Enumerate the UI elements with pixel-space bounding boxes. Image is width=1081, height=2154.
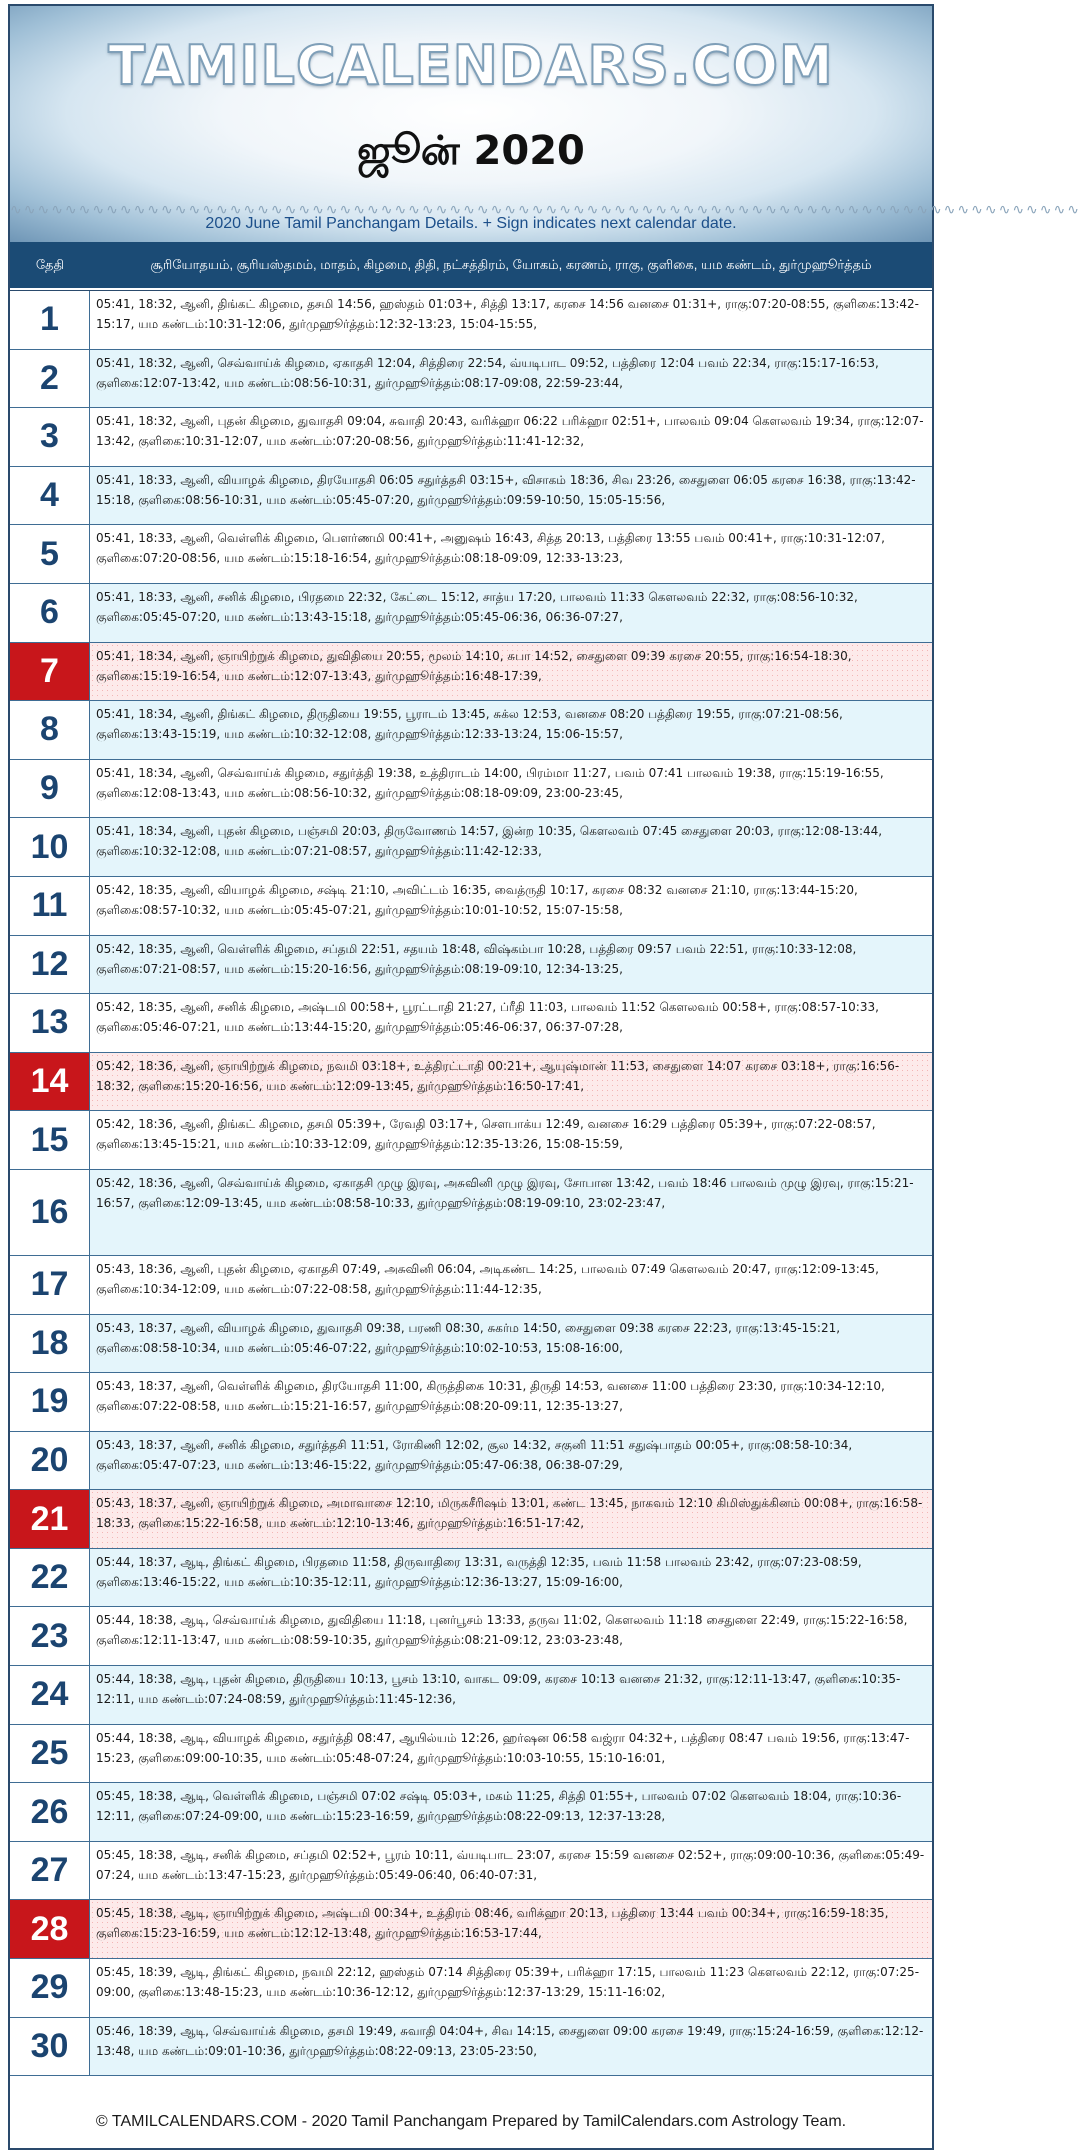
day-number: 16	[10, 1170, 90, 1255]
day-details: 05:44, 18:38, ஆடி, வியாழக் கிழமை, சதுர்த்தி 08:47, ஆயில்யம் 12:26, ஹர்ஷன 06:58 வஜ்ரா 04:32+, பத்திரை 08:47 பவம் 19:56, ராகு:13:47-15:23, குளிகை:09:00-10:35, யம கண்டம்:05:48-07:24, துர்முஹூர்த்தம்:10:03-10:55, 15:10-16:01,	[90, 1725, 932, 1783]
site-logo-text[interactable]: TAMILCALENDARS.COM	[108, 34, 834, 97]
day-details: 05:41, 18:33, ஆனி, வியாழக் கிழமை, திரயோதசி 06:05 சதுர்த்தசி 03:15+, விசாகம் 18:36, சிவ 23:26, சைதுளை 06:05 கரசை 16:38, ராகு:13:42-15:18, குளிகை:08:56-10:31, யம கண்டம்:05:45-07:20, துர்முஹூர்த்தம்:09:59-10:50, 15:05-15:56,	[90, 467, 932, 525]
column-header-details: சூரியோதயம், சூரியஸ்தமம், மாதம், கிழமை, திதி, நட்சத்திரம், யோகம், கரணம், ராகு, குளிகை, யம கண்டம், துர்முஹூர்த்தம்	[150, 256, 872, 272]
table-row	[10, 1432, 932, 1491]
day-number-sunday: 28	[10, 1900, 90, 1958]
day-details: 05:42, 18:36, ஆனி, செவ்வாய்க் கிழமை, ஏகாதசி முழு இரவு, அசுவினி முழு இரவு, சோபான 13:42, பவம் 18:46 பாலவம் முழு இரவு, ராகு:15:21-16:57, குளிகை:12:09-13:45, யம கண்டம்:08:58-10:33, துர்முஹூர்த்தம்:08:19-09:10, 23:02-23:47,	[90, 1170, 932, 1255]
table-row	[10, 877, 932, 936]
day-details: 05:41, 18:34, ஆனி, ஞாயிற்றுக் கிழமை, துவிதியை 20:55, மூலம் 14:10, சுபா 14:52, சைதுளை 09:39 கரசை 20:55, ராகு:16:54-18:30, குளிகை:15:19-16:54, யம கண்டம்:12:07-13:43, துர்முஹூர்த்தம்:16:48-17:39,	[90, 643, 932, 701]
day-number: 6	[10, 584, 90, 642]
panchangam-table-body	[10, 290, 932, 2076]
day-details: 05:45, 18:38, ஆடி, ஞாயிற்றுக் கிழமை, அஷ்டமி 00:34+, உத்திரம் 08:46, வரிக்ஹா 20:13, பத்திரை 13:44 பவம் 00:34+, ராகு:16:59-18:35, குளிகை:15:23-16:59, யம கண்டம்:12:12-13:48, துர்முஹூர்த்தம்:16:53-17:44,	[90, 1900, 932, 1958]
table-row	[10, 1549, 932, 1608]
day-details: 05:41, 18:34, ஆனி, செவ்வாய்க் கிழமை, சதுர்த்தி 19:38, உத்திராடம் 14:00, பிரம்மா 11:27, பவம் 07:41 பாலவம் 19:38, ராகு:15:19-16:55, குளிகை:12:08-13:43, யம கண்டம்:08:56-10:32, துர்முஹூர்த்தம்:08:18-09:09, 23:00-23:45,	[90, 760, 932, 818]
day-number: 5	[10, 525, 90, 583]
table-row	[10, 467, 932, 526]
month-title: ஜூன் 2020	[357, 128, 585, 174]
day-number-sunday: 14	[10, 1053, 90, 1111]
table-header	[10, 242, 932, 290]
day-number: 24	[10, 1666, 90, 1724]
table-row	[10, 936, 932, 995]
table-row	[10, 584, 932, 643]
table-row	[10, 1170, 932, 1256]
table-row	[10, 1256, 932, 1315]
day-number: 17	[10, 1256, 90, 1314]
ornament-divider: ∿∿∿∿∿∿∿∿∿∿∿∿∿∿∿∿∿∿∿∿∿∿∿∿∿∿∿∿∿∿∿∿∿∿∿∿∿∿∿∿∿∿∿∿∿∿∿∿∿∿∿∿∿∿∿∿∿∿∿∿∿∿∿∿∿∿∿∿∿∿∿∿∿∿∿∿∿∿	[10, 202, 1081, 218]
day-details: 05:42, 18:36, ஆனி, திங்கட் கிழமை, தசமி 05:39+, ரேவதி 03:17+, சௌபாக்ய 12:49, வனசை 16:29 பத்திரை 05:39+, ராகு:07:22-08:57, குளிகை:13:45-15:21, யம கண்டம்:10:33-12:09, துர்முஹூர்த்தம்:12:35-13:26, 15:08-15:59,	[90, 1111, 932, 1169]
day-details: 05:43, 18:37, ஆனி, வெள்ளிக் கிழமை, திரயோதசி 11:00, கிருத்திகை 10:31, திருதி 14:53, வனசை 11:00 பத்திரை 23:30, ராகு:10:34-12:10, குளிகை:07:22-08:58, யம கண்டம்:15:21-16:57, துர்முஹூர்த்தம்:08:20-09:11, 12:35-13:27,	[90, 1373, 932, 1431]
day-details: 05:43, 18:37, ஆனி, ஞாயிற்றுக் கிழமை, அமாவாசை 12:10, மிருகசீரிஷம் 13:01, கண்ட 13:45, நாகவம் 12:10 கிமிஸ்துக்கினம் 00:08+, ராகு:16:58-18:33, குளிகை:15:22-16:58, யம கண்டம்:12:10-13:46, துர்முஹூர்த்தம்:16:51-17:42,	[90, 1490, 932, 1548]
day-details: 05:44, 18:38, ஆடி, புதன் கிழமை, திருதியை 10:13, பூசம் 13:10, வாகட 09:09, கரசை 10:13 வனசை 21:32, ராகு:12:11-13:47, குளிகை:10:35-12:11, யம கண்டம்:07:24-08:59, துர்முஹூர்த்தம்:11:45-12:36,	[90, 1666, 932, 1724]
day-details: 05:45, 18:39, ஆடி, திங்கட் கிழமை, நவமி 22:12, ஹஸ்தம் 07:14 சித்திரை 05:39+, பரிக்ஹா 17:15, பாலவம் 11:23 கௌலவம் 22:12, ராகு:07:25-09:00, குளிகை:13:48-15:23, யம கண்டம்:10:36-12:12, துர்முஹூர்த்தம்:12:37-13:29, 15:11-16:02,	[90, 1959, 932, 2017]
banner	[10, 6, 1081, 242]
table-row	[10, 1900, 932, 1959]
table-row	[10, 291, 932, 350]
table-row	[10, 1783, 932, 1842]
table-row	[10, 1607, 932, 1666]
day-number: 1	[10, 291, 90, 349]
day-details: 05:44, 18:37, ஆடி, திங்கட் கிழமை, பிரதமை 11:58, திருவாதிரை 13:31, வருத்தி 12:35, பவம் 11:58 பாலவம் 23:42, ராகு:07:23-08:59, குளிகை:13:46-15:22, யம கண்டம்:10:35-12:11, துர்முஹூர்த்தம்:12:36-13:27, 15:09-16:00,	[90, 1549, 932, 1607]
table-row	[10, 525, 932, 584]
day-number: 23	[10, 1607, 90, 1665]
day-number: 9	[10, 760, 90, 818]
table-row	[10, 350, 932, 409]
column-header-date: தேதி	[35, 256, 65, 272]
table-row	[10, 1053, 932, 1112]
day-number: 18	[10, 1315, 90, 1373]
day-details: 05:43, 18:37, ஆனி, வியாழக் கிழமை, துவாதசி 09:38, பரணி 08:30, சுகர்ம 14:50, சைதுளை 09:38 கரசை 22:23, ராகு:13:45-15:21, குளிகை:08:58-10:34, யம கண்டம்:05:46-07:22, துர்முஹூர்த்தம்:10:02-10:53, 15:08-16:00,	[90, 1315, 932, 1373]
day-details: 05:45, 18:38, ஆடி, சனிக் கிழமை, சப்தமி 02:52+, பூரம் 10:11, வ்யடிபாட 23:07, கரசை 15:59 வனசை 02:52+, ராகு:09:00-10:36, குளிகை:05:49-07:24, யம கண்டம்:13:47-15:23, துர்முஹூர்த்தம்:05:49-06:40, 06:40-07:31,	[90, 1842, 932, 1900]
day-number: 13	[10, 994, 90, 1052]
day-details: 05:45, 18:38, ஆடி, வெள்ளிக் கிழமை, பஞ்சமி 07:02 சஷ்டி 05:03+, மகம் 11:25, சித்தி 01:55+, பாலவம் 07:02 கௌலவம் 18:04, ராகு:10:36-12:11, குளிகை:07:24-09:00, யம கண்டம்:15:23-16:59, துர்முஹூர்த்தம்:08:22-09:13, 12:37-13:28,	[90, 1783, 932, 1841]
day-details: 05:41, 18:34, ஆனி, புதன் கிழமை, பஞ்சமி 20:03, திருவோணம் 14:57, இன்ற 10:35, கௌலவம் 07:45 சைதுளை 20:03, ராகு:12:08-13:44, குளிகை:10:32-12:08, யம கண்டம்:07:21-08:57, துர்முஹூர்த்தம்:11:42-12:33,	[90, 818, 932, 876]
day-number: 25	[10, 1725, 90, 1783]
calendar-frame	[8, 4, 1081, 2150]
table-row	[10, 818, 932, 877]
table-row	[10, 2018, 932, 2077]
footer-credit: © TAMILCALENDARS.COM - 2020 Tamil Panchangam Prepared by TamilCalendars.com Astrology Team.	[10, 2096, 932, 2148]
table-row	[10, 1842, 932, 1901]
day-details: 05:41, 18:32, ஆனி, புதன் கிழமை, துவாதசி 09:04, சுவாதி 20:43, வரிக்ஹா 06:22 பரிக்ஹா 02:51+, பாலவம் 09:04 கௌலவம் 19:34, ராகு:12:07-13:42, குளிகை:10:31-12:07, யம கண்டம்:07:20-08:56, துர்முஹூர்த்தம்:11:41-12:32,	[90, 408, 932, 466]
day-number: 3	[10, 408, 90, 466]
day-details: 05:43, 18:37, ஆனி, சனிக் கிழமை, சதுர்த்தசி 11:51, ரோகிணி 12:02, சூல 14:32, சகுனி 11:51 சதுஷ்பாதம் 00:05+, ராகு:08:58-10:34, குளிகை:05:47-07:23, யம கண்டம்:13:46-15:22, துர்முஹூர்த்தம்:05:47-06:38, 06:38-07:29,	[90, 1432, 932, 1490]
table-row	[10, 1959, 932, 2018]
day-number: 26	[10, 1783, 90, 1841]
day-number: 10	[10, 818, 90, 876]
table-row	[10, 760, 932, 819]
day-number: 19	[10, 1373, 90, 1431]
table-row	[10, 701, 932, 760]
day-number: 11	[10, 877, 90, 935]
day-details: 05:42, 18:36, ஆனி, ஞாயிற்றுக் கிழமை, நவமி 03:18+, உத்திரட்டாதி 00:21+, ஆயுஷ்மான் 11:53, சைதுளை 14:07 கரசை 03:18+, ராகு:16:56-18:32, குளிகை:15:20-16:56, யம கண்டம்:12:09-13:45, துர்முஹூர்த்தம்:16:50-17:41,	[90, 1053, 932, 1111]
day-number: 30	[10, 2018, 90, 2076]
day-number: 8	[10, 701, 90, 759]
day-details: 05:41, 18:32, ஆனி, திங்கட் கிழமை, தசமி 14:56, ஹஸ்தம் 01:03+, சித்தி 13:17, கரசை 14:56 வனசை 01:31+, ராகு:07:20-08:55, குளிகை:13:42-15:17, யம கண்டம்:10:31-12:06, துர்முஹூர்த்தம்:12:32-13:23, 15:04-15:55,	[90, 291, 932, 349]
day-details: 05:46, 18:39, ஆடி, செவ்வாய்க் கிழமை, தசமி 19:49, சுவாதி 04:04+, சிவ 14:15, சைதுளை 09:00 கரசை 19:49, ராகு:15:24-16:59, குளிகை:12:12-13:48, யம கண்டம்:09:01-10:36, துர்முஹூர்த்தம்:08:22-09:13, 23:05-23:50,	[90, 2018, 932, 2076]
day-number: 20	[10, 1432, 90, 1490]
day-details: 05:42, 18:35, ஆனி, வெள்ளிக் கிழமை, சப்தமி 22:51, சதயம் 18:48, விஷ்கம்பா 10:28, பத்திரை 09:57 பவம் 22:51, ராகு:10:33-12:08, குளிகை:07:21-08:57, யம கண்டம்:15:20-16:56, துர்முஹூர்த்தம்:08:19-09:10, 12:34-13:25,	[90, 936, 932, 994]
day-number: 29	[10, 1959, 90, 2017]
table-row	[10, 408, 932, 467]
day-number: 2	[10, 350, 90, 408]
table-row	[10, 1725, 932, 1784]
day-number-sunday: 21	[10, 1490, 90, 1548]
day-details: 05:41, 18:33, ஆனி, வெள்ளிக் கிழமை, பௌர்ணமி 00:41+, அனுஷம் 16:43, சித்த 20:13, பத்திரை 13:55 பவம் 00:41+, ராகு:10:31-12:07, குளிகை:07:20-08:56, யம கண்டம்:15:18-16:54, துர்முஹூர்த்தம்:08:18-09:09, 12:33-13:23,	[90, 525, 932, 583]
table-row	[10, 643, 932, 702]
table-row	[10, 1666, 932, 1725]
day-number: 12	[10, 936, 90, 994]
day-details: 05:41, 18:33, ஆனி, சனிக் கிழமை, பிரதமை 22:32, கேட்டை 15:12, சாத்ய 17:20, பாலவம் 11:33 கௌலவம் 22:32, ராகு:08:56-10:32, குளிகை:05:45-07:20, யம கண்டம்:13:43-15:18, துர்முஹூர்த்தம்:05:45-06:36, 06:36-07:27,	[90, 584, 932, 642]
day-details: 05:44, 18:38, ஆடி, செவ்வாய்க் கிழமை, துவிதியை 11:18, புனர்பூசம் 13:33, தருவ 11:02, கௌலவம் 11:18 சைதுளை 22:49, ராகு:15:22-16:58, குளிகை:12:11-13:47, யம கண்டம்:08:59-10:35, துர்முஹூர்த்தம்:08:21-09:12, 23:03-23:48,	[90, 1607, 932, 1665]
day-details: 05:41, 18:34, ஆனி, திங்கட் கிழமை, திருதியை 19:55, பூராடம் 13:45, சுக்ல 12:53, வனசை 08:20 பத்திரை 19:55, ராகு:07:21-08:56, குளிகை:13:43-15:19, யம கண்டம்:10:32-12:08, துர்முஹூர்த்தம்:12:33-13:24, 15:06-15:57,	[90, 701, 932, 759]
day-number: 27	[10, 1842, 90, 1900]
table-row	[10, 1111, 932, 1170]
day-number: 4	[10, 467, 90, 525]
day-details: 05:42, 18:35, ஆனி, வியாழக் கிழமை, சஷ்டி 21:10, அவிட்டம் 16:35, வைத்ருதி 10:17, கரசை 08:32 வனசை 21:10, ராகு:13:44-15:20, குளிகை:08:57-10:32, யம கண்டம்:05:45-07:21, துர்முஹூர்த்தம்:10:01-10:52, 15:07-15:58,	[90, 877, 932, 935]
day-details: 05:41, 18:32, ஆனி, செவ்வாய்க் கிழமை, ஏகாதசி 12:04, சித்திரை 22:54, வ்யடிபாட 09:52, பத்திரை 12:04 பவம் 22:34, ராகு:15:17-16:53, குளிகை:12:07-13:42, யம கண்டம்:08:56-10:31, துர்முஹூர்த்தம்:08:17-09:08, 22:59-23:44,	[90, 350, 932, 408]
table-row	[10, 994, 932, 1053]
day-details: 05:43, 18:36, ஆனி, புதன் கிழமை, ஏகாதசி 07:49, அசுவினி 06:04, அடிகண்ட 14:25, பாலவம் 07:49 கௌலவம் 20:47, ராகு:12:09-13:45, குளிகை:10:34-12:09, யம கண்டம்:07:22-08:58, துர்முஹூர்த்தம்:11:44-12:35,	[90, 1256, 932, 1314]
page-subtitle: 2020 June Tamil Panchangam Details. + Sign indicates next calendar date.	[205, 215, 737, 232]
day-number-sunday: 7	[10, 643, 90, 701]
day-details: 05:42, 18:35, ஆனி, சனிக் கிழமை, அஷ்டமி 00:58+, பூரட்டாதி 21:27, ப்ரீதி 11:03, பாலவம் 11:52 கௌலவம் 00:58+, ராகு:08:57-10:33, குளிகை:05:46-07:21, யம கண்டம்:13:44-15:20, துர்முஹூர்த்தம்:05:46-06:37, 06:37-07:28,	[90, 994, 932, 1052]
table-row	[10, 1315, 932, 1374]
day-number: 15	[10, 1111, 90, 1169]
table-row	[10, 1373, 932, 1432]
table-row	[10, 1490, 932, 1549]
day-number: 22	[10, 1549, 90, 1607]
